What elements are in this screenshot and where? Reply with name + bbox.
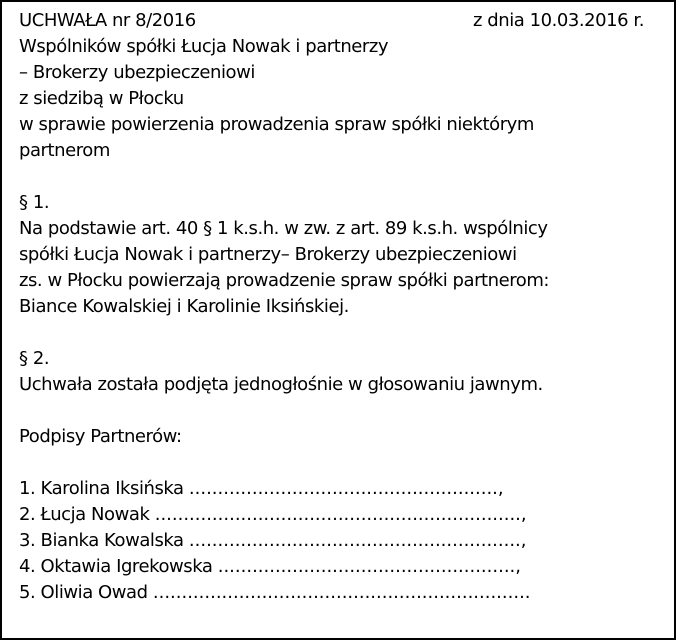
section-2-line: Uchwała została podjęta jednogłośnie w głosowaniu jawnym. [19,374,543,395]
signature-line-end: , [515,556,521,577]
signature-line [19,528,664,554]
spacer [19,164,664,190]
signature-dots: ...................................................... [188,478,498,499]
spacer [19,398,664,424]
title-line: Wspólników spółki Łucja Nowak i partnerzy [19,36,389,57]
section-1-line: Biance Kowalskiej i Karolinie Iksińskiej. [19,296,349,317]
signature-dots: ................................................................. [152,582,525,603]
signature-line-end: , [520,504,527,525]
signature-line [19,554,664,580]
signature-dots: ................................................................ [154,504,521,525]
signature-line [19,476,664,502]
signature-line-end: , [497,478,504,499]
signature-line [19,502,664,528]
signatory-name: 2. Łucja Nowak [19,504,150,525]
section-1-line: spółki Łucja Nowak i partnerzy– Brokerzy ubezpieczeniowi [19,244,517,265]
signatures-heading: Podpisy Partnerów: [19,426,182,447]
signature-line [19,580,664,606]
title-line: partnerom [19,140,110,161]
section-2-heading: § 2. [19,348,50,369]
title-line: z siedzibą w Płocku [19,88,184,109]
section-1-line: zs. w Płocku powierzają prowadzenie spraw spółki partnerom: [19,270,550,291]
signatory-name: 5. Oliwia Owad [19,582,148,603]
signature-dots: .................................................... [217,556,516,577]
spacer [19,450,664,476]
title-line: w sprawie powierzenia prowadzenia spraw spółki niektórym [19,114,534,135]
signature-line-end: . [524,582,531,603]
signatory-name: 3. Bianka Kowalska [19,530,184,551]
signatory-name: 4. Oktawia Igrekowska [19,556,213,577]
title-line: – Brokerzy ubezpieczeniowi [19,62,255,83]
signature-dots: .......................................................... [188,530,521,551]
resolution-date: z dnia 10.03.2016 r. [472,10,644,31]
section-1-line: Na podstawie art. 40 § 1 k.s.h. w zw. z art. 89 k.s.h. wspólnicy [19,218,548,239]
signatory-name: 1. Karolina Iksińska [19,478,184,499]
spacer [19,320,664,346]
document-header [19,8,664,34]
section-1-heading: § 1. [19,192,50,213]
resolution-number: UCHWAŁA nr 8/2016 [19,10,196,31]
signature-line-end: , [520,530,527,551]
